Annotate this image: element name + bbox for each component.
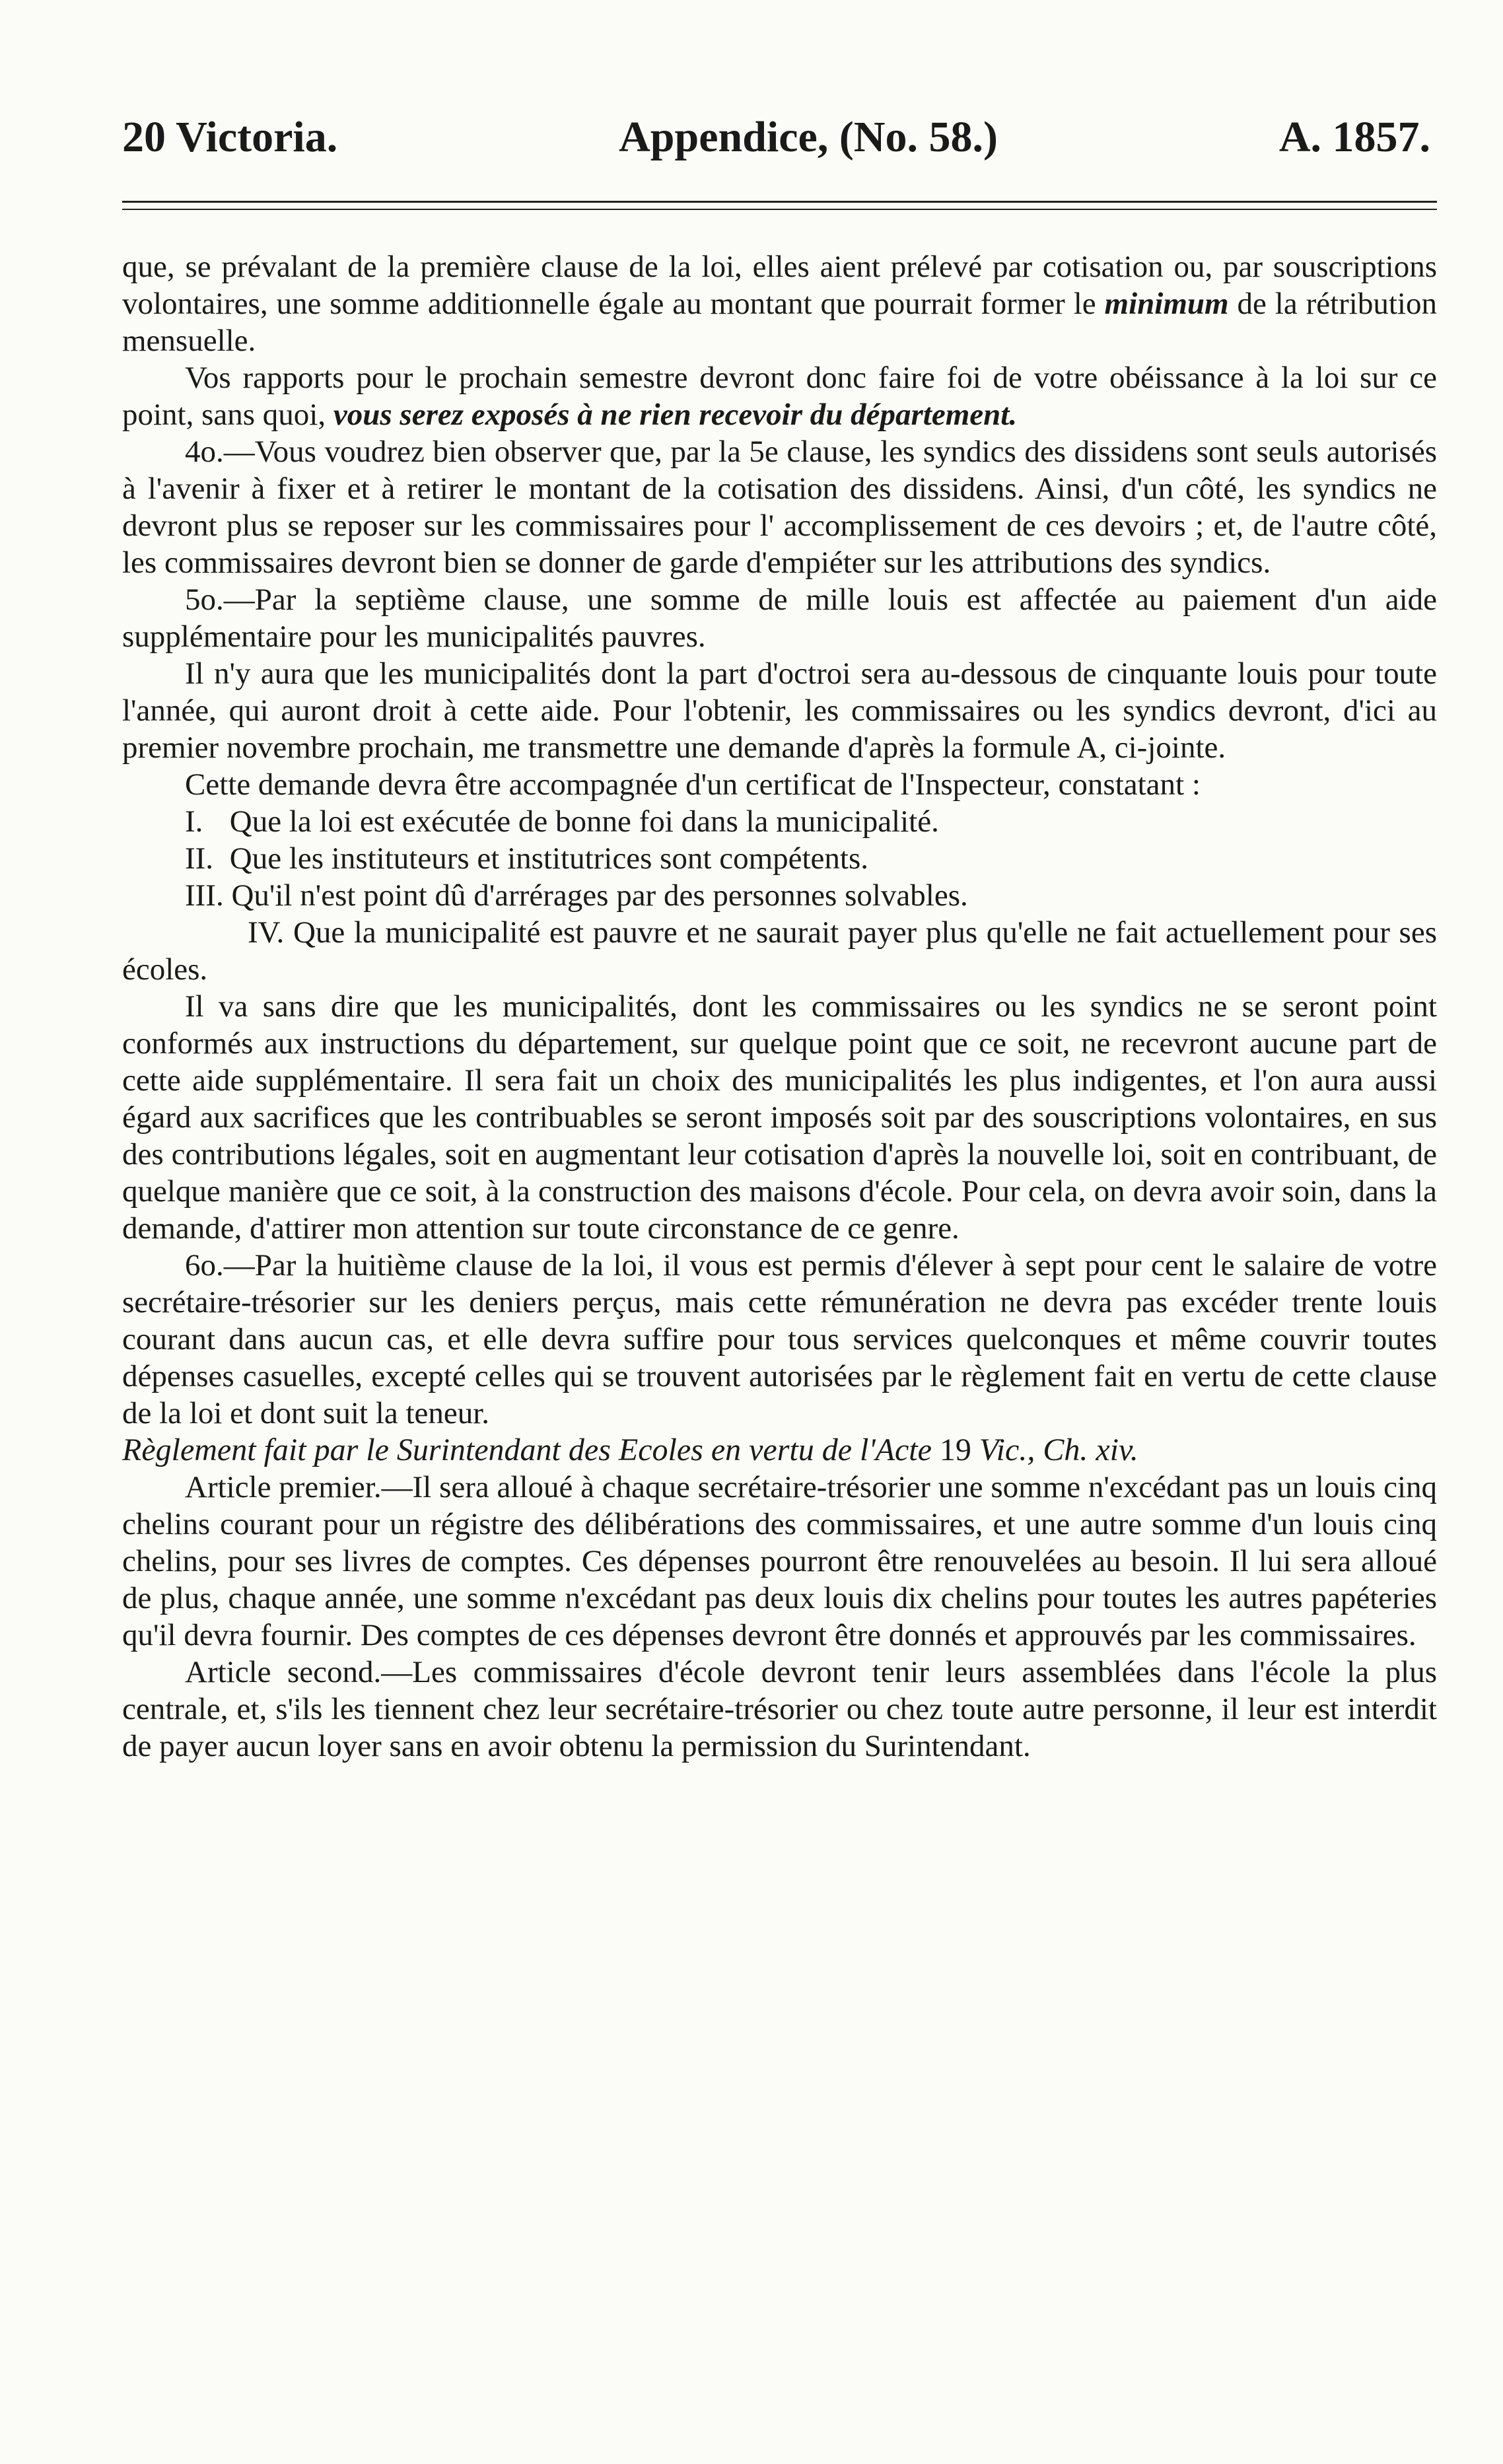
list-item: II. Que les instituteurs et institutrices sont compétents. <box>185 841 869 876</box>
paragraph-6o: 6o.—Par la huitième clause de la loi, il vous est permis d'élever à sept pour cent le salaire de votre secrétaire-trésorier sur les deniers perçus, mais cette rémunération ne devra pas excéder trente louis courant dans aucun cas, et elle devra suffire pour tous services quelconques et même couvrir toutes dépenses casuelles, excepté celles qui se trouvent autorisées par le règlement fait en vertu de cette clause de la loi et dont suit la teneur. <box>122 1248 1437 1430</box>
header-rule-thin <box>122 209 1437 210</box>
header-rule-thick <box>122 201 1437 203</box>
emphasis-minimum: minimum <box>1104 287 1229 321</box>
list-item: I. Que la loi est exécutée de bonne foi dans la municipalité. <box>185 804 939 839</box>
section-heading: Règlement fait par le Surintendant des Ecoles en vertu de l'Acte 19 Vic., Ch. xiv. <box>122 1432 1138 1467</box>
paragraph-1: que, se prévalant de la première clause de la loi, elles aient prélevé par cotisation ou, par souscriptions volontaires, une somme additionnelle égale au montant que pourrait former le minimum de la rétribution mensuelle. <box>122 250 1437 358</box>
list-numeral: IV. <box>248 915 285 950</box>
paragraph-certificate: Cette demande devra être accompagnée d'un certificat de l'Inspecteur, constatant : <box>185 767 1201 802</box>
header-year: A. 1857. <box>1278 113 1430 161</box>
list-item: III. Qu'il n'est point dû d'arrérages par des personnes solvables. <box>185 878 968 913</box>
header-rule <box>122 201 1437 210</box>
paragraph-2: Vos rapports pour le prochain semestre devront donc faire foi de votre obéissance à la loi sur ce point, sans quoi, vous serez exposés à ne rien recevoir du département. <box>122 361 1437 432</box>
header-appendix: Appendice, (No. 58.) <box>619 113 998 161</box>
certificate-list <box>122 803 1437 988</box>
page-header <box>122 112 1437 162</box>
list-numeral: II. <box>185 841 214 876</box>
paragraph-5o: 5o.—Par la septième clause, une somme de mille louis est affectée au paiement d'un aide supplémentaire pour les municipalités pauvres. <box>122 582 1437 654</box>
paragraph-aid-eligibility: Il n'y aura que les municipalités dont la part d'octroi sera au-dessous de cinquante louis pour toute l'année, qui auront droit à cette aide. Pour l'obtenir, les commissaires ou les syndics devront, d'ici au premier novembre prochain, me transmettre une demande d'après la formule A, ci-jointe. <box>122 656 1437 765</box>
emphasis-warning: vous serez exposés à ne rien recevoir du département. <box>333 398 1018 432</box>
list-numeral: III. <box>185 878 224 913</box>
body-text <box>122 248 1437 1765</box>
article-second: Article second.—Les commissaires d'école devront tenir leurs assemblées dans l'école la plus centrale, et, s'ils les tiennent chez leur secrétaire-trésorier ou chez toute autre personne, il leur est interdit de payer aucun loyer sans en avoir obtenu la permission du Surintendant. <box>122 1655 1437 1763</box>
list-item: IV. Que la municipalité est pauvre et ne saurait payer plus qu'elle ne fait actuellement pour ses écoles. <box>122 915 1438 987</box>
article-premier: Article premier.—Il sera alloué à chaque secrétaire-trésorier une somme n'excédant pas un louis cinq chelins courant pour un régistre des délibérations des commissaires, et une autre somme d'un louis cinq chelins, pour ses livres de comptes. Ces dépenses pourront être renouvelées au besoin. Il lui sera alloué de plus, chaque année, une somme n'excédant pas deux louis dix chelins pour toutes les autres papéteries qu'il devra fournir. Des comptes de ces dépenses devront être donnés et approuvés par les commissaires. <box>122 1470 1437 1652</box>
list-numeral: I. <box>185 804 203 839</box>
paragraph-4o: 4o.—Vous voudrez bien observer que, par la 5e clause, les syndics des dissidens sont seuls autorisés à l'avenir à fixer et à retirer le montant de la cotisation des dissidens. Ainsi, d'un côté, les syndics ne devront plus se reposer sur les commissaires pour l' accomplissement de ces devoirs ; et, de l'autre côté, les commissaires devront bien se donner de garde d'empiéter sur les attributions des syndics. <box>122 435 1437 580</box>
paragraph-conditions: Il va sans dire que les municipalités, dont les commissaires ou les syndics ne se seront point conformés aux instructions du département, sur quelque point que ce soit, ne recevront aucune part de cette aide supplémentaire. Il sera fait un choix des municipalités les plus indigentes, et l'on aura aussi égard aux sacrifices que les contribuables se seront imposés soit par des souscriptions volontaires, en sus des contributions légales, soit en augmentant leur cotisation d'après la nouvelle loi, soit en contribuant, de quelque manière que ce soit, à la construction des maisons d'école. Pour cela, on devra avoir soin, dans la demande, d'attirer mon attention sur toute circonstance de ce genre. <box>122 989 1437 1246</box>
header-session: 20 Victoria. <box>122 113 338 161</box>
